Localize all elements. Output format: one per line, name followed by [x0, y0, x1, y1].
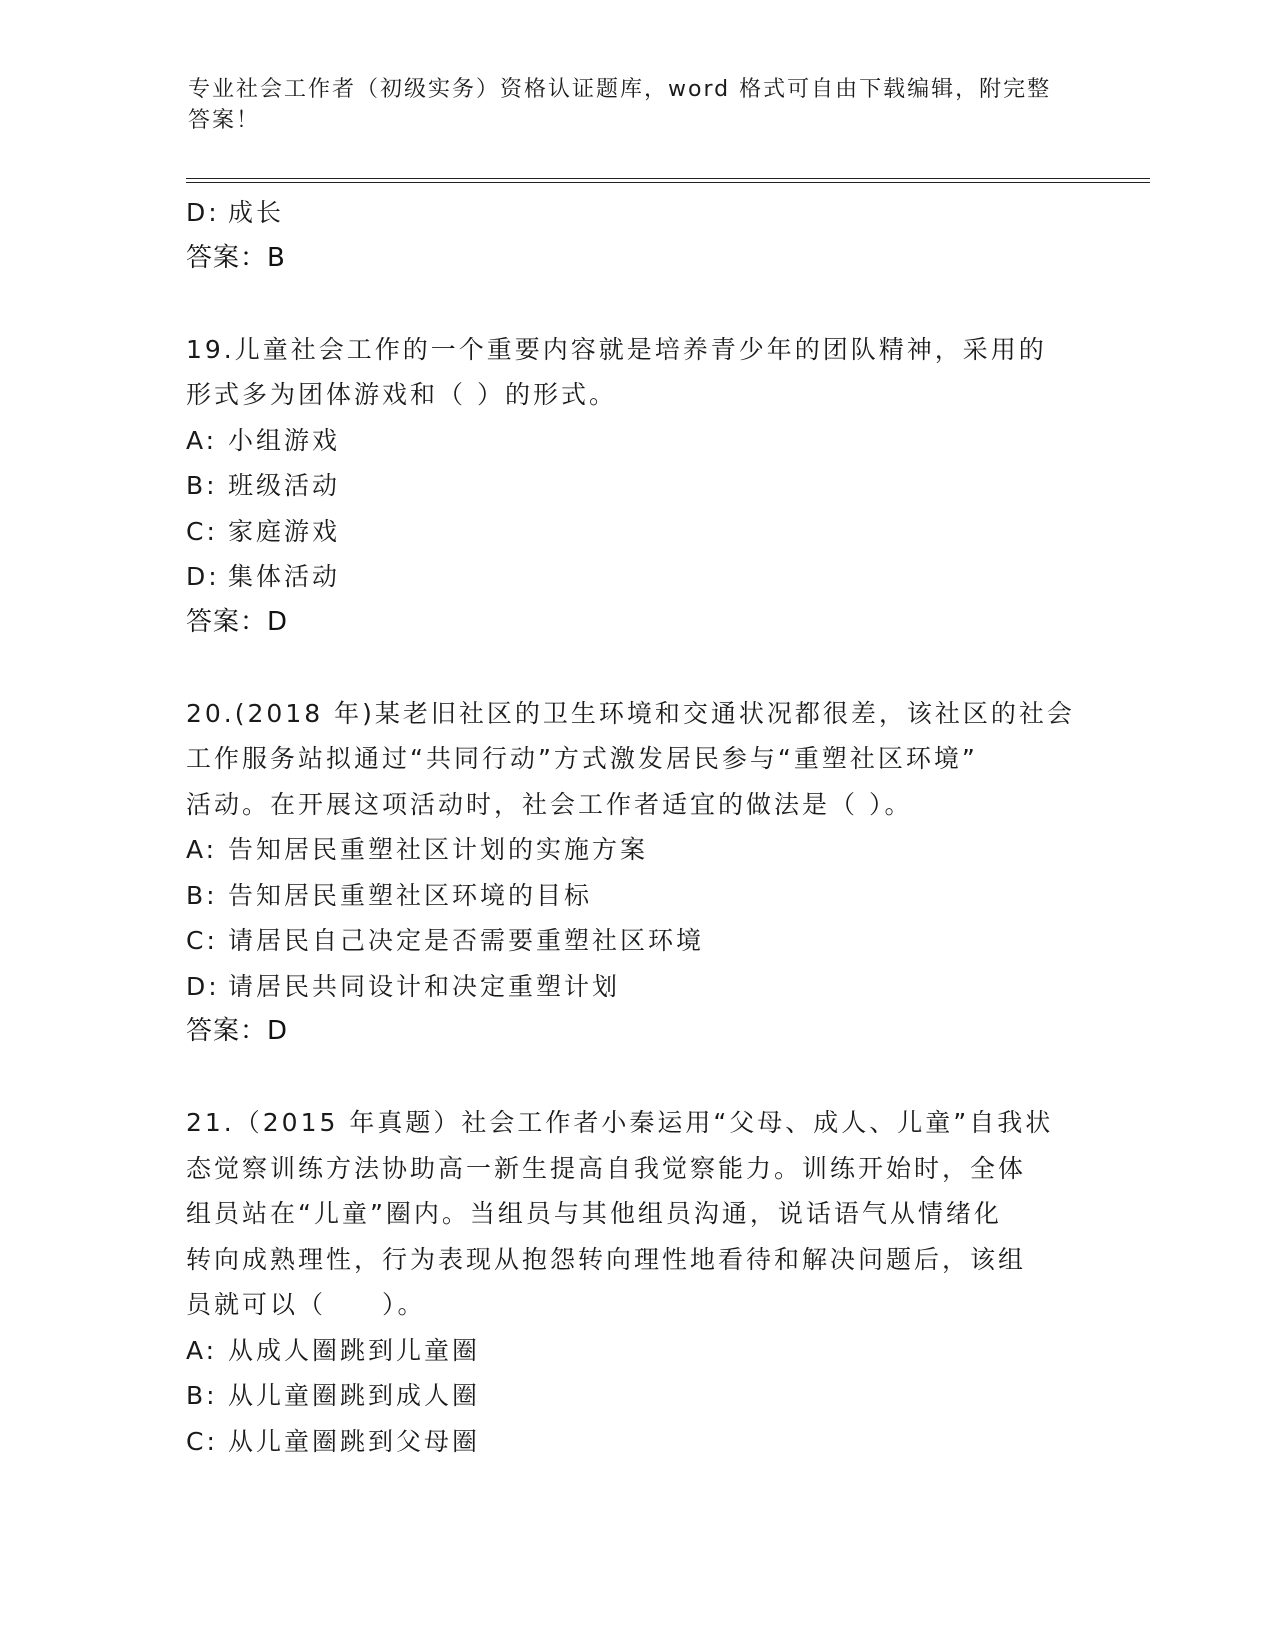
option-text: 告知居民重塑社区计划的实施方案 [228, 835, 649, 864]
q21-option-c [186, 1419, 1086, 1465]
stem-line: 态觉察训练方法协助高一新生提高自我觉察能力。训练开始时，全体 [186, 1153, 1027, 1183]
option-text: 班级活动 [228, 471, 341, 500]
option-key: B: [186, 880, 218, 910]
option-text: 从儿童圈跳到成人圈 [228, 1381, 481, 1410]
q20-answer: 答案：D [186, 1016, 289, 1046]
spacer [186, 1055, 1086, 1101]
q18-answer: 答案：B [186, 242, 286, 273]
option-key: C: [186, 516, 218, 546]
q20-option-c [186, 918, 1086, 964]
q19-stem [186, 327, 1086, 418]
option-key: B: [186, 471, 218, 500]
option-text: 从成人圈跳到儿童圈 [228, 1335, 481, 1365]
option-key: D: [186, 198, 220, 227]
option-key: D: [186, 562, 220, 591]
option-text: 小组游戏 [228, 425, 341, 455]
option-key: C: [186, 926, 218, 955]
option-text: 请居民自己决定是否需要重塑社区环境 [228, 926, 705, 955]
header-line-1: 专业社会工作者（初级实务）资格认证题库，word 格式可自由下载编辑，附完整 [188, 77, 1052, 102]
option-text: 从儿童圈跳到父母圈 [228, 1426, 481, 1456]
header-line-2: 答案！ [188, 108, 261, 133]
q20-option-d [186, 964, 1086, 1010]
stem-line: 19.儿童社会工作的一个重要内容就是培养青少年的团队精神，采用的 [186, 334, 1047, 364]
option-text: 请居民共同设计和决定重塑计划 [228, 971, 621, 1001]
option-text: 家庭游戏 [228, 516, 341, 546]
option-text: 成长 [228, 198, 285, 227]
q21-stem [186, 1100, 1086, 1328]
option-text: 集体活动 [228, 562, 341, 591]
q19-option-a [186, 418, 1086, 464]
option-text: 告知居民重塑社区环境的目标 [228, 880, 593, 910]
stem-line: 活动。在开展这项活动时，社会工作者适宜的做法是（ ）。 [186, 789, 913, 819]
option-key: A: [186, 835, 218, 864]
stem-line: 21.（2015 年真题）社会工作者小秦运用“父母、成人、儿童”自我状 [186, 1108, 1054, 1137]
stem-line: 组员站在“儿童”圈内。当组员与其他组员沟通，说话语气从情绪化 [186, 1199, 1002, 1228]
stem-line: 转向成熟理性，行为表现从抱怨转向理性地看待和解决问题后，该组 [186, 1244, 1027, 1274]
spacer [186, 281, 1086, 327]
option-key: A: [186, 1335, 218, 1365]
option-key: D: [186, 971, 220, 1001]
q20-option-b [186, 873, 1086, 919]
header-divider-bottom [186, 182, 1150, 183]
q19-answer: 答案：D [186, 606, 289, 637]
q21-option-b [186, 1373, 1086, 1419]
option-key: A: [186, 425, 218, 455]
q19-option-c [186, 509, 1086, 555]
spacer [186, 645, 1086, 691]
stem-line: 员就可以（ ）。 [186, 1290, 426, 1319]
page-header [188, 74, 1068, 136]
q19-option-d [186, 554, 1086, 600]
stem-line: 20.(2018 年)某老旧社区的卫生环境和交通状况都很差，该社区的社会 [186, 698, 1075, 728]
q20-option-a [186, 827, 1086, 873]
option-key: C: [186, 1426, 218, 1456]
option-key: B: [186, 1381, 218, 1410]
q21-option-a [186, 1328, 1086, 1374]
stem-line: 形式多为团体游戏和（ ）的形式。 [186, 380, 617, 409]
header-divider-top [186, 178, 1150, 179]
q19-option-b [186, 463, 1086, 509]
stem-line: 工作服务站拟通过“共同行动”方式激发居民参与“重塑社区环境” [186, 744, 978, 773]
question-content [186, 190, 1086, 1464]
q18-option-d [186, 190, 1086, 236]
q20-stem [186, 691, 1086, 828]
